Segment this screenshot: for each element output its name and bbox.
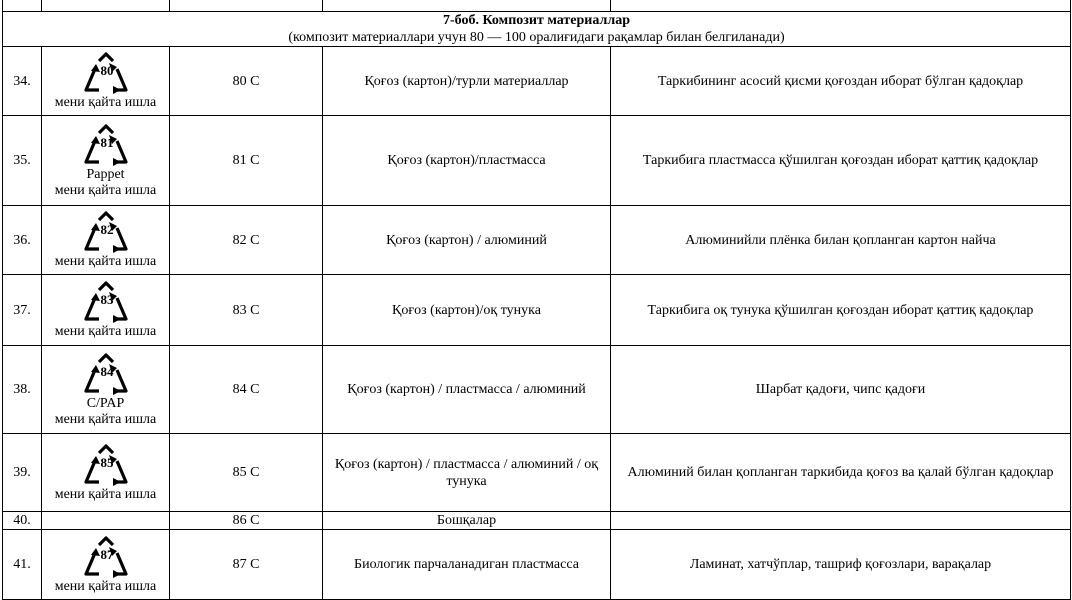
recycle-symbol-cell	[42, 346, 170, 434]
table-row	[3, 512, 1071, 530]
material-description: Таркибининг асосий қисми қоғоздан иборат бўлган қадоқлар	[611, 47, 1071, 116]
composite-materials-table	[2, 0, 1071, 600]
recycle-symbol	[42, 443, 169, 503]
material-code: 81 C	[170, 116, 323, 206]
recycle-code-number: 80	[100, 63, 113, 78]
cell	[170, 0, 323, 12]
material-description: Алюминий билан қопланган таркибида қоғоз ва қалай бўлган қадоқлар	[611, 434, 1071, 512]
material-description: Алюминийли плёнка билан қопланган картон найча	[611, 206, 1071, 275]
table-row	[3, 206, 1071, 275]
material-code: 87 C	[170, 530, 323, 600]
symbol-caption: мени қайта ишла	[54, 578, 157, 594]
recycle-symbol	[42, 210, 169, 270]
recycle-symbol-cell	[42, 275, 170, 346]
recycle-code-number: 84	[100, 363, 113, 379]
recycle-code-number: 82	[100, 222, 113, 237]
table-row	[3, 275, 1071, 346]
recycle-symbol	[42, 352, 169, 428]
symbol-label: Pappet	[86, 166, 125, 182]
recycle-triangle-icon	[82, 280, 130, 324]
recycle-triangle-icon	[82, 443, 130, 487]
recycle-symbol-cell	[42, 434, 170, 512]
top-border-row	[3, 0, 1071, 12]
material-name: Қоғоз (картон)/турли материаллар	[323, 47, 611, 116]
recycle-symbol-cell	[42, 512, 170, 530]
material-code: 82 C	[170, 206, 323, 275]
material-description: Шарбат қадоғи, чипс қадоғи	[611, 346, 1071, 434]
cell	[611, 0, 1071, 12]
row-number: 39.	[3, 434, 42, 512]
recycle-symbol	[42, 280, 169, 340]
chapter-header	[3, 12, 1071, 47]
symbol-caption: мени қайта ишла	[54, 411, 157, 427]
recycle-triangle-icon	[82, 123, 130, 167]
recycle-code-number: 85	[100, 454, 113, 470]
row-number: 34.	[3, 47, 42, 116]
recycle-symbol-cell	[42, 47, 170, 116]
material-description: Таркибига пластмасса қўшилган қоғоздан иборат қаттиқ қадоқлар	[611, 116, 1071, 206]
table-row	[3, 346, 1071, 434]
material-name: Қоғоз (картон) / пластмасса / алюминий / оқ тунука	[323, 434, 611, 512]
recycle-triangle-icon	[82, 352, 130, 396]
material-name: Қоғоз (картон) / пластмасса / алюминий	[323, 346, 611, 434]
recycle-triangle-icon	[82, 210, 130, 254]
material-code: 80 C	[170, 47, 323, 116]
recycle-symbol	[42, 51, 169, 111]
cell	[323, 0, 611, 12]
table-row	[3, 530, 1071, 600]
material-name: Қоғоз (картон) / алюминий	[323, 206, 611, 275]
recycle-code-number: 83	[100, 292, 113, 307]
material-code: 85 C	[170, 434, 323, 512]
recycle-symbol	[42, 123, 169, 199]
symbol-caption: мени қайта ишла	[54, 182, 157, 198]
recycle-triangle-icon	[82, 535, 130, 579]
recycle-symbol-cell	[42, 206, 170, 275]
recycle-symbol-cell	[42, 530, 170, 600]
symbol-caption: мени қайта ишла	[54, 324, 157, 339]
chapter-subtitle: (композит материаллари учун 80 — 100 оралиғидаги рақамлар билан белгиланади)	[288, 30, 785, 45]
row-number: 40.	[3, 512, 42, 530]
row-number: 35.	[3, 116, 42, 206]
material-code: 84 C	[170, 346, 323, 434]
table-row	[3, 47, 1071, 116]
material-name: Қоғоз (картон)/пластмасса	[323, 116, 611, 206]
material-description	[611, 512, 1071, 530]
recycle-code-number: 81	[100, 134, 113, 150]
row-number: 37.	[3, 275, 42, 346]
chapter-title: 7-боб. Композит материаллар	[443, 13, 630, 28]
recycle-code-number: 87	[100, 546, 113, 562]
row-number: 41.	[3, 530, 42, 600]
symbol-label: C/PAP	[86, 395, 125, 411]
recycle-symbol	[42, 535, 169, 595]
table-row	[3, 434, 1071, 512]
recycle-symbol-cell	[42, 116, 170, 206]
row-number: 38.	[3, 346, 42, 434]
material-name: Биологик парчаланадиган пластмасса	[323, 530, 611, 600]
chapter-header-row	[3, 12, 1071, 47]
row-number: 36.	[3, 206, 42, 275]
symbol-caption: мени қайта ишла	[54, 95, 157, 110]
material-name: Бошқалар	[323, 512, 611, 530]
cell	[42, 0, 170, 12]
recycle-triangle-icon	[82, 51, 130, 95]
cell	[3, 0, 42, 12]
symbol-caption: мени қайта ишла	[54, 486, 157, 502]
material-code: 83 C	[170, 275, 323, 346]
material-code: 86 C	[170, 512, 323, 530]
material-name: Қоғоз (картон)/оқ тунука	[323, 275, 611, 346]
symbol-caption: мени қайта ишла	[54, 254, 157, 269]
material-description: Таркибига оқ тунука қўшилган қоғоздан иборат қаттиқ қадоқлар	[611, 275, 1071, 346]
material-description: Ламинат, хатчўплар, ташриф қоғозлари, варақалар	[611, 530, 1071, 600]
table-row	[3, 116, 1071, 206]
